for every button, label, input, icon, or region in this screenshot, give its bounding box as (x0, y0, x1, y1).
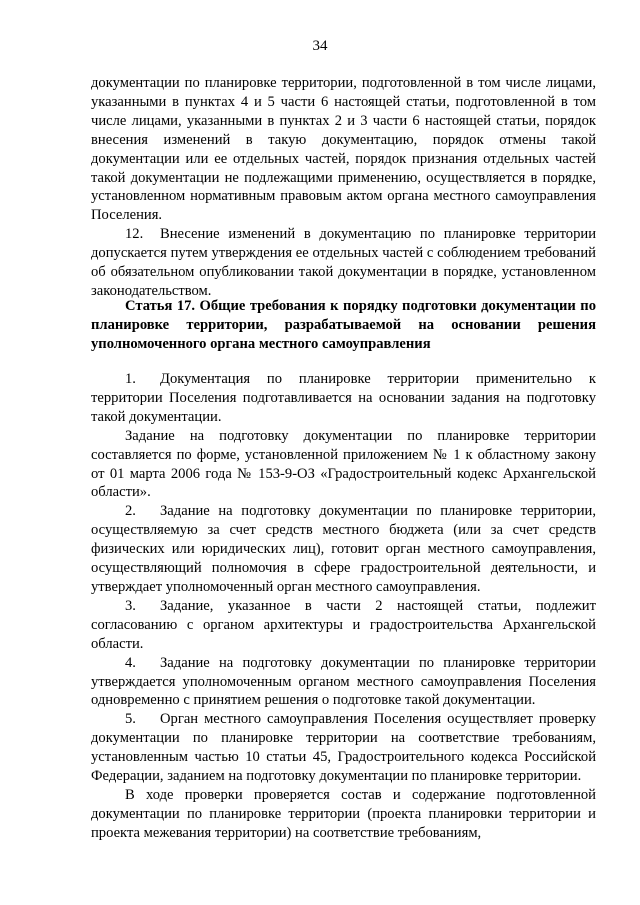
paragraph-number: 3. (125, 597, 136, 614)
article-title: Статья 17. Общие требования к порядку подготовки документации по планировке территории, разрабатываемой на основании решения уполномоченного органа местного самоуправления (91, 298, 596, 352)
paragraph-text: Задание, указанное в части 2 настоящей статьи, подлежит согласованию с органом архитектуры и градостроительства Архангельской области. (91, 597, 596, 652)
paragraph-number: 1. (125, 371, 136, 387)
paragraph-4 (91, 654, 596, 711)
paragraph-text: документации по планировке территории, подготовленной в том числе лицами, указанными в пунктах 4 и 5 части 6 настоящей статьи, подготовленной в том числе лицами, указанными в пунктах 2 и 3 части 6 настоящей статьи, порядок внесения изменений в такую документацию, порядок отмены такой документации или ее отдельных частей, порядок признания отдельных частей такой документации не подлежащими применению, осуществляется в порядке, установленном нормативным правовым актом органа местного самоуправления Поселения. (91, 75, 596, 224)
paragraph-text: Орган местного самоуправления Поселения осуществляет проверку документации по планировке территории на соответствие требованиям, установленным частью 10 статьи 45, Градостроительного кодекса Российской Федерации, заданием на подготовку документации по планировке территории. (91, 711, 596, 785)
paragraph-number: 2. (125, 503, 136, 520)
article-body (91, 370, 596, 843)
paragraph-1-continued (91, 427, 596, 503)
paragraph-3 (91, 597, 596, 654)
paragraph-1 (91, 370, 596, 427)
paragraph-5 (91, 710, 596, 786)
paragraph-number: 4. (125, 654, 136, 671)
paragraph-text: Задание на подготовку документации по планировке территории, осуществляемую за счет средств местного бюджета (или за счет средств физических или юридических лиц), готовит орган местного самоуправления, осуществляющий полномочия в сфере градостроительной деятельности, и утверждает уполномоченный орган местного самоуправления. (91, 503, 596, 595)
paragraph-text: Внесение изменений в документацию по планировке территории допускается путем утверждения ее отдельных частей с соблюдением требований об обязательном опубликовании такой документации в порядке, установленном законодательством. (91, 226, 596, 299)
paragraph-12 (91, 225, 596, 301)
page-number: 34 (312, 38, 328, 54)
paragraph-continuation (91, 74, 596, 225)
paragraph-text: В ходе проверки проверяется состав и содержание подготовленной документации по планировке территории (проекта планировки территории и проекта межевания территории) на соответствие требованиям, (91, 786, 596, 841)
article-heading-block (91, 297, 596, 354)
top-section (91, 74, 596, 301)
paragraph-text: Документация по планировке территории применительно к территории Поселения подготавливается на основании задания на подготовку такой документации. (91, 371, 596, 425)
paragraph-5-continued (91, 786, 596, 843)
paragraph-number: 5. (125, 711, 136, 728)
paragraph-text: Задание на подготовку документации по планировке территории утверждается уполномоченным органом местного самоуправления Поселения одновременно с принятием решения о подготовке такой документации. (91, 654, 596, 709)
paragraph-number: 12. (125, 226, 144, 243)
paragraph-text: Задание на подготовку документации по планировке территории составляется по форме, установленной приложением № 1 к областному закону от 01 марта 2006 года № 153-9-ОЗ «Градостроительный кодекс Архангельской области». (91, 427, 596, 501)
paragraph-2 (91, 502, 596, 597)
